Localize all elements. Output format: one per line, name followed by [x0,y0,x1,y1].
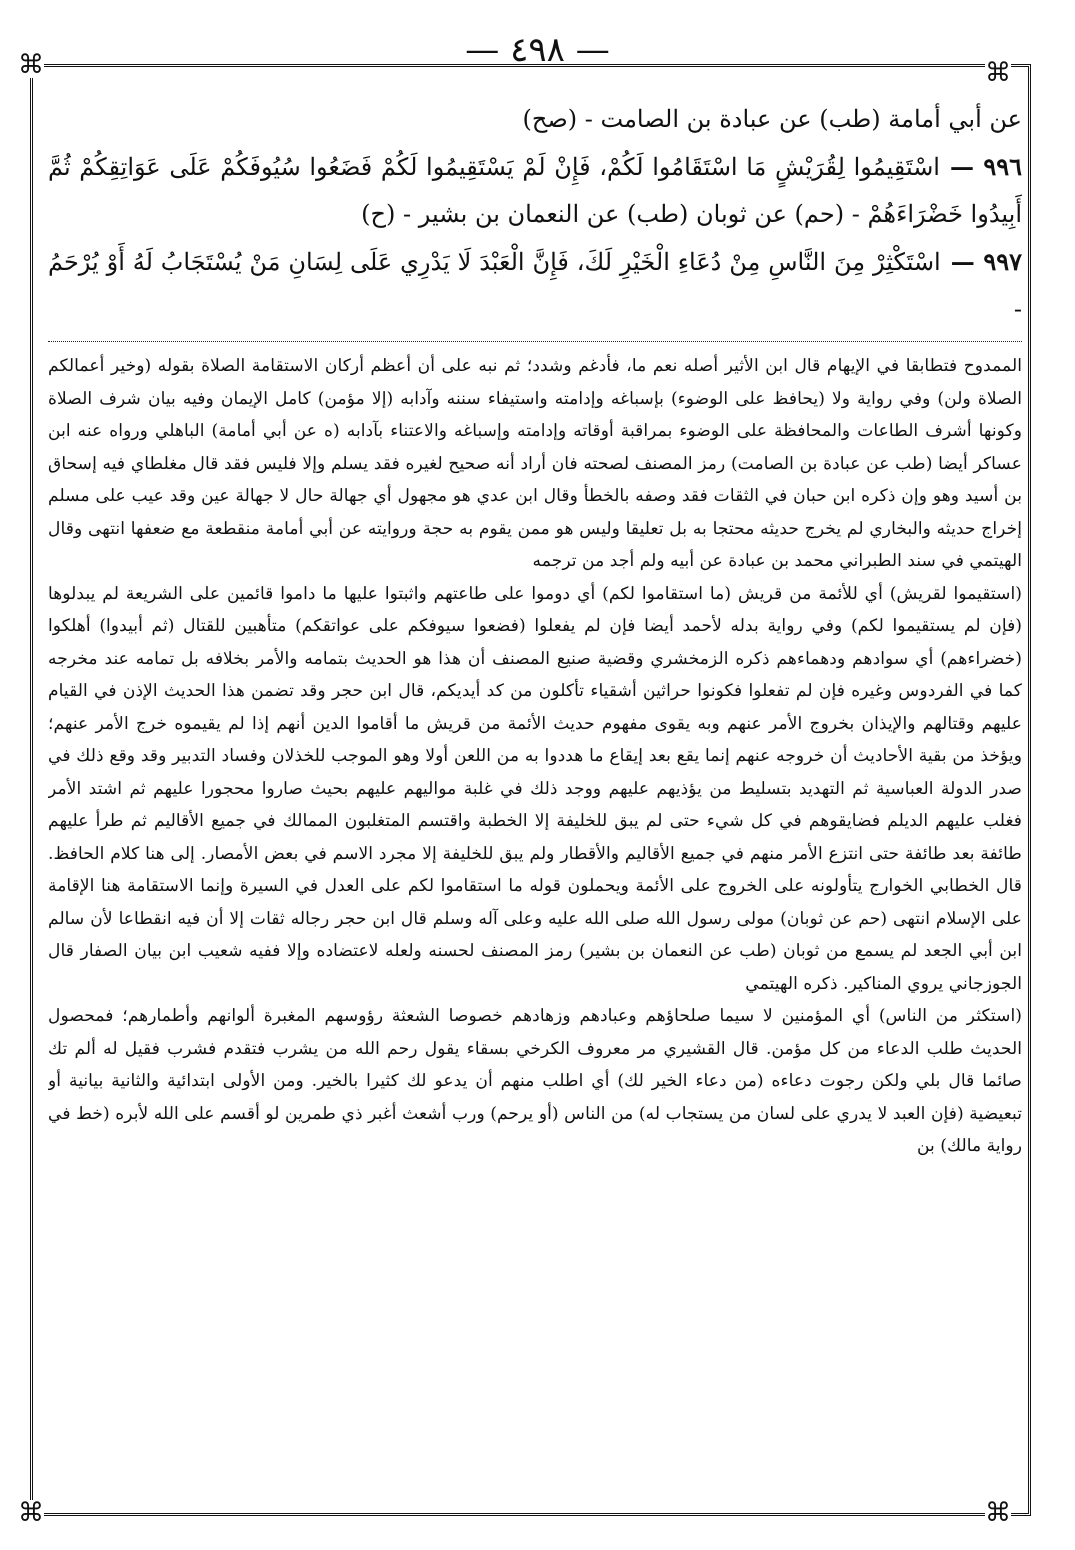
dotted-divider [48,341,1022,342]
hadith-996 [48,143,1022,238]
knot-ornament-icon: ⌘ [985,58,1011,88]
page-content [48,96,1022,1506]
hadith-997 [48,238,1022,333]
hadith-text: اسْتَكْثِرْ مِنَ النَّاسِ مِنْ دُعَاءِ الْخَيْرِ لَكَ، فَإِنَّ الْعَبْدَ لَا يَدْرِي عَلَى لِسَانِ مَنْ يُسْتَجَابُ لَهُ أَوْ يُرْحَمُ - [48,248,1022,323]
knot-ornament-icon: ⌘ [18,50,44,80]
commentary [48,350,1022,1163]
hadith-number: ٩٩٦ — [949,152,1022,181]
page-number: — ٤٩٨ — [465,30,610,70]
commentary-paragraph: (استكثر من الناس) أي المؤمنين لا سيما صلحاؤهم وعبادهم وزهادهم خصوصا الشعثة رؤوسهم المغبرة ألوانهم وأطمارهم؛ فمحصول الحديث طلب الدعاء من كل مؤمن. قال القشيري مر معروف الكرخي بسقاء يقول رحم الله من يشرب فتقدم فشرب فقيل له ألم تك صائما قال بلي ولكن رجوت دعاءه (من دعاء الخير لك) أي اطلب منهم أن يدعو لك كثيرا بالخير. ومن الأولى ابتدائية والثانية بيانية أو تبعيضية (فإن العبد لا يدري على لسان من يستجاب له) من الناس (أو يرحم) ورب أشعث أغبر ذي طمرين لو أقسم على الله لأبره (خط في رواية مالك) بن [48,1006,1022,1156]
knot-ornament-icon: ⌘ [18,1498,44,1528]
hadith-tail: عن أبي أمامة (طب) عن عبادة بن الصامت - (صح) [522,105,1022,133]
commentary-paragraph: (استقيموا لقريش) أي للأئمة من قريش (ما استقاموا لكم) أي دوموا على طاعتهم واثبتوا عليها ما داموا قائمين على الشريعة لم يبدلوها (فإن لم يستقيموا لكم) وفي رواية بدله لأحمد أيضا فإن لم يفعلوا (فضعوا سيوفكم على عواتقكم) متأهبين للقتال (ثم أبيدوا) أهلكوا (خضراءهم) أي سوادهم ودهماءهم ذكره الزمخشري وقضية صنيع المصنف أن هذا هو الحديث بتمامه والأمر بخلافه بل تمامه عند مخرجه كما في الفردوس وغيره فإن لم تفعلوا فكونوا حراثين أشقياء تأكلون من كد أيديكم، قال ابن حجر وقد تضمن هذا الحديث الإذن في القيام عليهم وقتالهم والإيذان بخروج الأمر عنهم وبه يقوى مفهوم حديث الأئمة من قريش ما أقاموا الدين أنهم إذا لم يقيموه خرج الأمر عنهم؛ ويؤخذ من بقية الأحاديث أن خروجه عنهم إنما يقع بعد إيقاع ما هددوا به من اللعن أولا وهو الموجب للخذلان وفساد التدبير وقد وقع ذلك في صدر الدولة العباسية ثم التهديد بتسليط من يؤذيهم عليهم ووجد ذلك في غلبة مواليهم عليهم بحيث صاروا محجورا عليهم ثم اشتد الأمر فغلب عليهم الديلم فضايقوهم في كل شيء حتى لم يبق للخليفة إلا الخطبة واقتسم المتغلبون الممالك في جميع الأقاليم ثم طرأ عليهم طائفة بعد طائفة حتى انتزع الأمر منهم في جميع الأقاليم والأقطار ولم يبق للخليفة إلا مجرد الاسم في بعض الأمصار. إلى هنا كلام الحافظ. قال الخطابي الخوارج يتأولونه على الخروج على الأئمة ويحملون قوله ما استقاموا لكم على العدل في السيرة وإنما الاستقامة هنا الإقامة على الإسلام انتهى (حم عن ثوبان) مولى رسول الله صلى الله عليه وعلى آله وسلم قال ابن حجر رجاله ثقات إلا أن فيه انقطاعا لأن سالم ابن أبي الجعد لم يسمع من ثوبان (طب عن النعمان بن بشير) رمز المصنف لحسنه ولعله لاعتضاده وإلا ففيه شعيب ابن بيان الصفار قال الجوزجاني يروي المناكير. ذكره الهيتمي [48,583,1022,994]
hadith-text: اسْتَقِيمُوا لِقُرَيْشٍ مَا اسْتَقَامُوا لَكُمْ، فَإِنْ لَمْ يَسْتَقِيمُوا لَكُمْ فَضَعُوا سُيُوفَكُمْ عَلَى عَوَاتِقِكُمْ ثُمَّ أَبِيدُوا خَضْرَاءَهُمْ - (حم) عن ثوبان (طب) عن النعمان بن بشير - (ح) [48,153,1022,228]
knot-ornament-icon: ⌘ [985,1498,1011,1528]
hadith-number: ٩٩٧ — [950,247,1022,276]
commentary-paragraph: الممدوح فتطابقا في الإيهام قال ابن الأثير أصله نعم ما، فأدغم وشدد؛ ثم نبه على أن أعظم أركان الاستقامة الصلاة بقوله (وخير أعمالكم الصلاة ولن) وفي رواية ولا (يحافظ على الوضوء) بإسباغه وإدامته واستيفاء سننه وآدابه (إلا مؤمن) كامل الإيمان وفيه بيان شرف الصلاة وكونها أشرف الطاعات والمحافظة على الوضوء بمراقبة أوقاته وإدامته وإسباغه والاعتناء بآدابه (ه عن أبي أمامة) الباهلي ورواه عنه ابن عساكر أيضا (طب عن عبادة بن الصامت) رمز المصنف لصحته فان أراد أنه صحيح لغيره فقد يسلم وإلا فليس فقد قال مغلطاي فيه إسحاق بن أسيد وهو وإن ذكره ابن حبان في الثقات فقد وصفه بالخطأ وقال ابن عدي هو مجهول أي جهالة حال لا جهالة عين وقد عيب على مسلم إخراج حديثه والبخاري لم يخرج حديثه محتجا به بل تعليقا وليس هو ممن يقوم به حجة وروايته عن أبي أمامة منقطعة مع ضعفها انتهى وقال الهيتمي في سند الطبراني محمد بن عبادة عن أبيه ولم أجد من ترجمه [48,356,1022,571]
